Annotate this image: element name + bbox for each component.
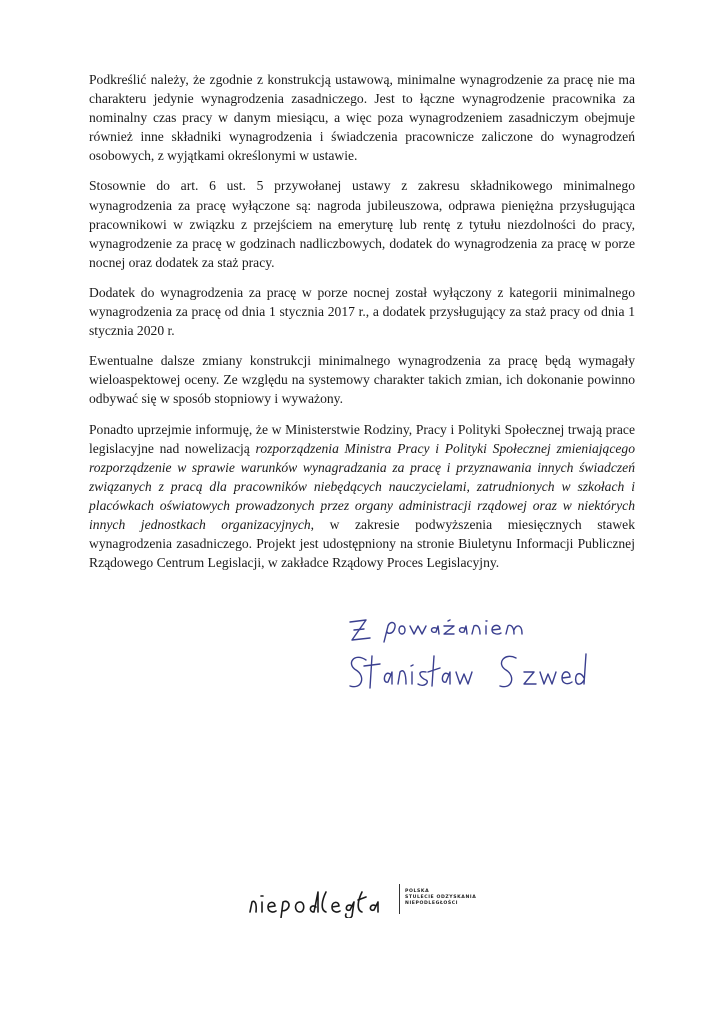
footer-caption	[405, 889, 476, 907]
letter-body	[89, 70, 635, 583]
niepodlegla-logo	[248, 888, 396, 918]
regulation-title: rozporządzenia Ministra Pracy i Polityki Społecznej zmieniającego rozporządzenie w sprawie warunków wynagradzania za pracę i przyznawania innych świadczeń związanych z pracą dla pracowników niebędących nauczycielami, zatrudnionych w szkołach i placówkach oświatowych prowadzonych przez organy administracji rządowej oraz w niektórych innych jednostkach organizacyjnych	[89, 440, 635, 532]
footer-divider	[399, 884, 400, 914]
handwritten-signature	[344, 612, 594, 712]
paragraph-minimum-wage-definition: Podkreślić należy, że zgodnie z konstrukcją ustawową, minimalne wynagrodzenie za pracę nie ma charakteru jedynie wynagrodzenia zasadniczego. Jest to łączne wynagrodzenie pracownika za nominalny czas pracy w danym miesiącu, a więc poza wynagrodzeniem zasadniczym obejmuje również inne składniki wynagrodzenia i świadczenia pracownicze zaliczone do wynagrodzeń osobowych, z wyjątkami określonymi w ustawie.	[89, 72, 635, 164]
legislative-tail-text: , w zakresie podwyższenia miesięcznych stawek wynagrodzenia zasadniczego. Projekt jest udostępniony na stronie Biuletynu Informacji Publicznej Rządowego Centrum Legislacji, w zakładce Rządowy Proces Legislacyjny.	[89, 516, 635, 571]
paragraph-exclusion-dates: Dodatek do wynagrodzenia za pracę w porze nocnej został wyłączony z kategorii minimalnego wynagrodzenia za pracę od dnia 1 stycznia 2017 r., a dodatek przysługujący za staż pracy od dnia 1 stycznia 2020 r.	[89, 284, 635, 339]
legislative-lead-text: Ponadto uprzejmie informuję, że w Ministerstwie Rodziny, Pracy i Polityki Społecznej trwają prace legislacyjne nad nowelizacją	[89, 421, 635, 456]
paragraph-excluded-components: Stosownie do art. 6 ust. 5 przywołanej ustawy z zakresu składnikowego minimalnego wynagrodzenia za pracę wyłączone są: nagroda jubileuszowa, odprawa pieniężna przysługująca pracownikowi w związku z przejściem na emeryturę lub rentę z tytułu niezdolności do pracy, wynagrodzenie za pracę w godzinach nadliczbowych, dodatek do wynagrodzenia za pracę w porze nocnej oraz dodatek za staż pracy.	[89, 178, 635, 270]
caption-line-3: NIEPODLEGŁOŚCI	[405, 901, 459, 906]
paragraph-legislative-work	[89, 420, 635, 573]
caption-line-2: STULECIE ODZYSKANIA	[405, 895, 477, 900]
paragraph-future-changes: Ewentualne dalsze zmiany konstrukcji minimalnego wynagrodzenia za pracę będą wymagały wieloaspektowej oceny. Ze względu na systemowy charakter takich zmian, ich dokonanie powinno odbywać się w sposób stopniowy i wyważony.	[89, 353, 635, 407]
caption-line-1: POLSKA	[405, 889, 430, 894]
